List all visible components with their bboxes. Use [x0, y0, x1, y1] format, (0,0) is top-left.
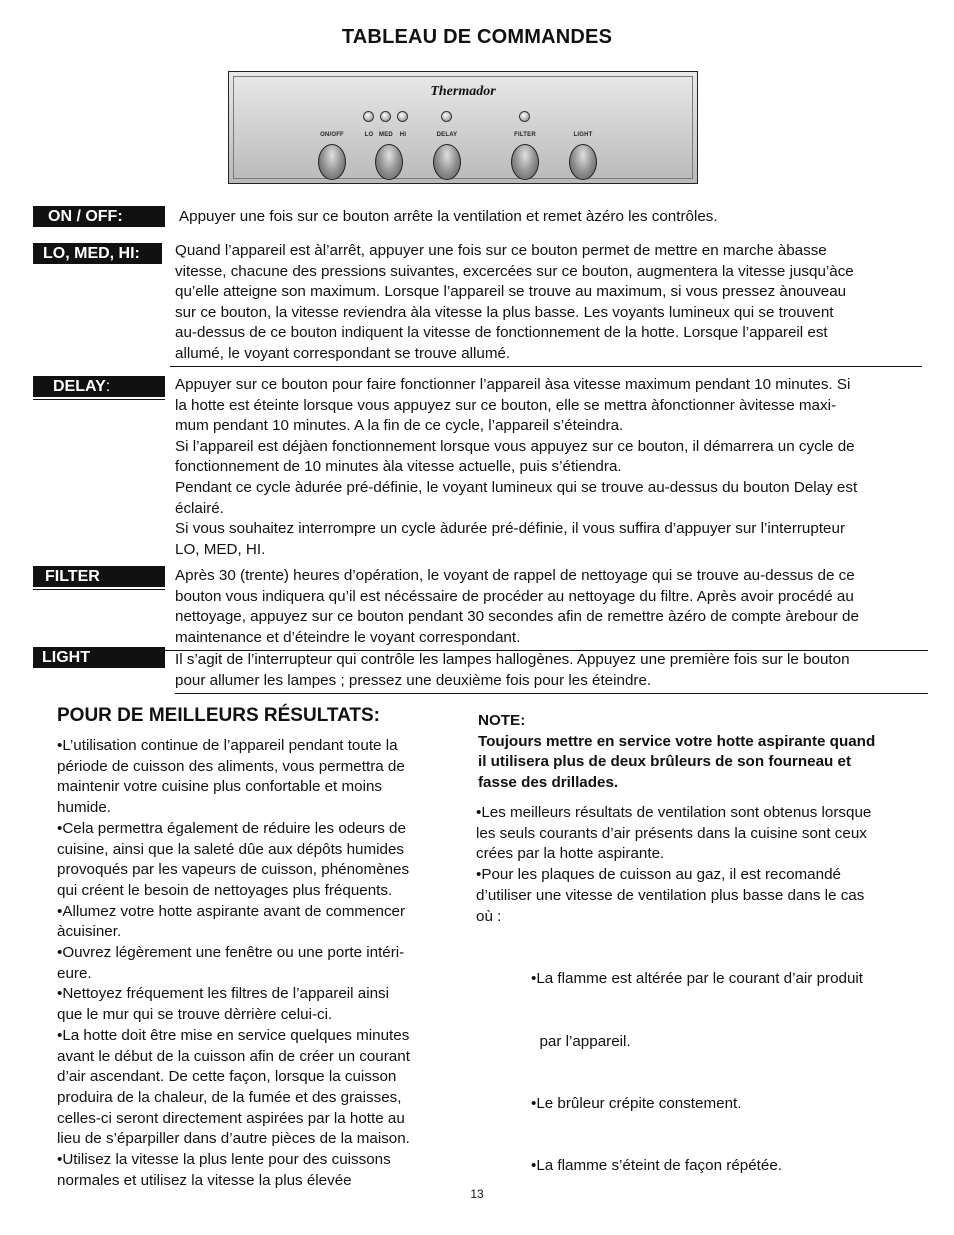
- desc-line: fonctionnement de 10 minutes àla vitesse actuelle, puis s’étiendra.: [175, 458, 622, 476]
- control-tag-label: FILTER: [45, 568, 100, 585]
- note-line: d’utiliser une vitesse de ventilation plus basse dans le cas: [476, 886, 865, 904]
- desc-line: vitesse, chacune des pressions suivantes, excercées sur ce bouton, augmentera la vitesse jusqu’àce: [175, 262, 854, 280]
- control-tag-suffix: :: [105, 378, 111, 395]
- desc-line: Si vous souhaitez interrompre un cycle àdurée pré-définie, il vous suffira d’appuyer sur l’interrupteur: [175, 520, 845, 538]
- results-line: •Utilisez la vitesse la plus lente pour des cuissons: [57, 1151, 391, 1169]
- filter-button: [511, 144, 539, 180]
- note-line: •Les meilleurs résultats de ventilation sont obtenus lorsque: [476, 804, 872, 821]
- results-line: d’air ascendant. De cette façon, lorsque la cuisson: [57, 1068, 397, 1086]
- desc-line: LO, MED, HI.: [175, 540, 266, 558]
- desc-line: allumé, le voyant correspondant se trouve allumé.: [175, 344, 511, 362]
- note-label: NOTE:: [478, 712, 526, 729]
- desc-line: Après 30 (trente) heures d’opération, le voyant de rappel de nettoyage qui se trouve au-dessus de ce: [175, 567, 855, 584]
- control-desc-speed: [175, 241, 922, 365]
- control-tag-label: DELAY: [53, 378, 106, 395]
- desc-line: qu’elle atteigne son maximum. Lorsque l’appareil se trouve au maximum, si vous pressez ànouveau: [175, 283, 847, 301]
- desc-line: Appuyer sur ce bouton pour faire fonctionner l’appareil àsa vitesse maximum pendant 10 minutes. Si: [175, 376, 851, 393]
- control-desc-light: [175, 650, 930, 691]
- control-tag-filter: [33, 566, 165, 587]
- note-subline: par l’appareil.: [531, 1032, 631, 1050]
- desc-line: mum pendant 10 minutes. A la fin de ce cycle, l’appareil s’éteindra.: [175, 417, 624, 435]
- note-subline: •Le brûleur crépite constement.: [531, 1094, 742, 1112]
- results-line: avant le début de la cuisson afin de créer un courant: [57, 1047, 410, 1065]
- note-line: crées par la hotte aspirante.: [476, 845, 665, 863]
- panel-label-delay: DELAY: [436, 132, 458, 138]
- results-line: provoqués par les vapeurs de cuisson, phénomènes: [57, 861, 410, 879]
- speed-button: [375, 144, 403, 180]
- control-desc-onoff: [179, 207, 929, 228]
- results-line: •Allumez votre hotte aspirante avant de commencer: [57, 902, 406, 920]
- desc-line: la hotte est éteinte lorsque vous appuyez sur ce bouton, elle se mettra àfonctionner àvitesse maxi-: [175, 396, 837, 414]
- delay-button: [433, 144, 461, 180]
- results-line: lieu de s’éparpiller dans d’autre pièces de la maison.: [57, 1130, 410, 1148]
- panel-label-lo: LO: [364, 132, 374, 138]
- results-line: période de cuisson des aliments, vous permettra de: [57, 757, 405, 775]
- desc-line: sur ce bouton, la vitesse reviendra àla vitesse la plus basse. Les voyants lumineux qui se trouvent: [175, 303, 834, 321]
- results-line: àcuisiner.: [57, 923, 122, 941]
- note-line: où :: [476, 907, 502, 925]
- note-bold-line: Toujours mettre en service votre hotte aspirante quand: [478, 732, 876, 750]
- results-line: cuisine, ainsi que la saleté dûe aux dépôts humides: [57, 840, 405, 858]
- desc-line: Si l’appareil est déjàen fonctionnement lorsque vous appuyez sur ce bouton, il démarrera un cycle de: [175, 437, 855, 455]
- note-subline: •La flamme est altérée par le courant d’air produit: [531, 970, 864, 988]
- section-divider: [175, 693, 928, 694]
- desc-line: Pendant ce cycle àdurée pré-définie, le voyant lumineux qui se trouve au-dessus du bouton Delay est: [175, 478, 858, 496]
- note-subline: •La flamme s’éteint de façon répétée.: [531, 1156, 782, 1174]
- results-line: •La hotte doit être mise en service quelques minutes: [57, 1026, 410, 1044]
- section-divider: [170, 366, 922, 367]
- results-list: [57, 736, 450, 1191]
- panel-label-filter: FILTER: [514, 132, 536, 138]
- results-line: que le mur qui se trouve dèrrière celui-ci.: [57, 1006, 333, 1024]
- note-bold-line: fasse des drillades.: [478, 774, 619, 792]
- control-desc-filter: [175, 566, 927, 648]
- panel-label-onoff: ON/OFF: [320, 132, 344, 138]
- control-tag-label: LO, MED, HI:: [43, 245, 140, 262]
- results-line: eure.: [57, 964, 92, 982]
- desc-line: Quand l’appareil est àl’arrêt, appuyer une fois sur ce bouton permet de mettre en marche àbasse: [175, 242, 827, 259]
- results-line: normales et utilisez la vitesse la plus élevée: [57, 1171, 352, 1189]
- results-line: produira de la chaleur, de la fumée et des graisses,: [57, 1088, 402, 1106]
- note-sublist: [531, 928, 921, 1197]
- results-line: qui créent le besoin de nettoyages plus fréquents.: [57, 881, 393, 899]
- results-line: maintenir votre cuisine plus confortable et moins: [57, 778, 383, 796]
- brand-logo: Thermador: [430, 84, 496, 99]
- led-hi-indicator: [397, 111, 408, 122]
- control-panel-illustration: [228, 71, 698, 184]
- control-tag-label: LIGHT: [42, 649, 90, 666]
- section-divider: [33, 399, 165, 400]
- desc-line: Il s’agit de l’interrupteur qui contrôle les lampes hallogènes. Appuyez une première fois sur le bouton: [175, 651, 850, 668]
- desc-line: bouton vous indiquera qu’il est nécéssaire de procéder au nettoyage du filtre. Après avoir procédé au: [175, 587, 854, 605]
- note-line: •Pour les plaques de cuisson au gaz, il est recomandé: [476, 866, 841, 884]
- desc-line: Appuyer une fois sur ce bouton arrête la ventilation et remet àzéro les contrôles.: [179, 208, 718, 225]
- note-bold-line: il utilisera plus de deux brûleurs de son fourneau et: [478, 753, 852, 771]
- led-delay-indicator: [441, 111, 452, 122]
- page-title: TABLEAU DE COMMANDES: [341, 26, 613, 48]
- results-heading: POUR DE MEILLEURS RÉSULTATS:: [57, 705, 380, 726]
- desc-line: nettoyage, appuyez sur ce bouton pendant 30 secondes afin de remettre àzéro de compte àrebour de: [175, 608, 859, 626]
- results-line: •L’utilisation continue de l’appareil pendant toute la: [57, 737, 398, 754]
- light-button: [569, 144, 597, 180]
- results-line: celles-ci seront directement aspirées par la hotte au: [57, 1109, 405, 1127]
- desc-line: maintenance et d’éteindre le voyant correspondant.: [175, 628, 521, 646]
- note-list: [476, 803, 923, 927]
- page-number: 13: [470, 1187, 484, 1201]
- desc-line: éclairé.: [175, 499, 224, 517]
- control-desc-delay: [175, 375, 927, 560]
- onoff-button: [318, 144, 346, 180]
- note-block: [478, 711, 928, 794]
- led-filter-indicator: [519, 111, 530, 122]
- panel-label-hi: HI: [399, 132, 407, 138]
- results-line: •Nettoyez fréquement les filtres de l’appareil ainsi: [57, 985, 390, 1003]
- led-lo-indicator: [363, 111, 374, 122]
- control-tag-speed: [33, 243, 162, 264]
- note-line: les seuls courants d’air présents dans la cuisine sont ceux: [476, 824, 867, 842]
- desc-line: au-dessus de ce bouton indiquent la vitesse de fonctionnement de la hotte. Lorsque l’appareil est: [175, 324, 828, 342]
- section-divider: [33, 589, 165, 590]
- results-line: humide.: [57, 799, 112, 817]
- led-med-indicator: [380, 111, 391, 122]
- panel-label-light: LIGHT: [573, 132, 593, 138]
- control-tag-delay: [33, 376, 165, 397]
- control-panel-face: [233, 76, 693, 179]
- results-line: •Ouvrez légèrement une fenêtre ou une porte intéri-: [57, 944, 405, 962]
- panel-label-med: MED: [379, 132, 393, 138]
- desc-line: pour allumer les lampes ; pressez une deuxième fois pour les éteindre.: [175, 671, 652, 689]
- control-tag-label: ON / OFF:: [48, 208, 123, 225]
- results-line: •Cela permettra également de réduire les odeurs de: [57, 819, 406, 837]
- control-tag-onoff: [33, 206, 165, 227]
